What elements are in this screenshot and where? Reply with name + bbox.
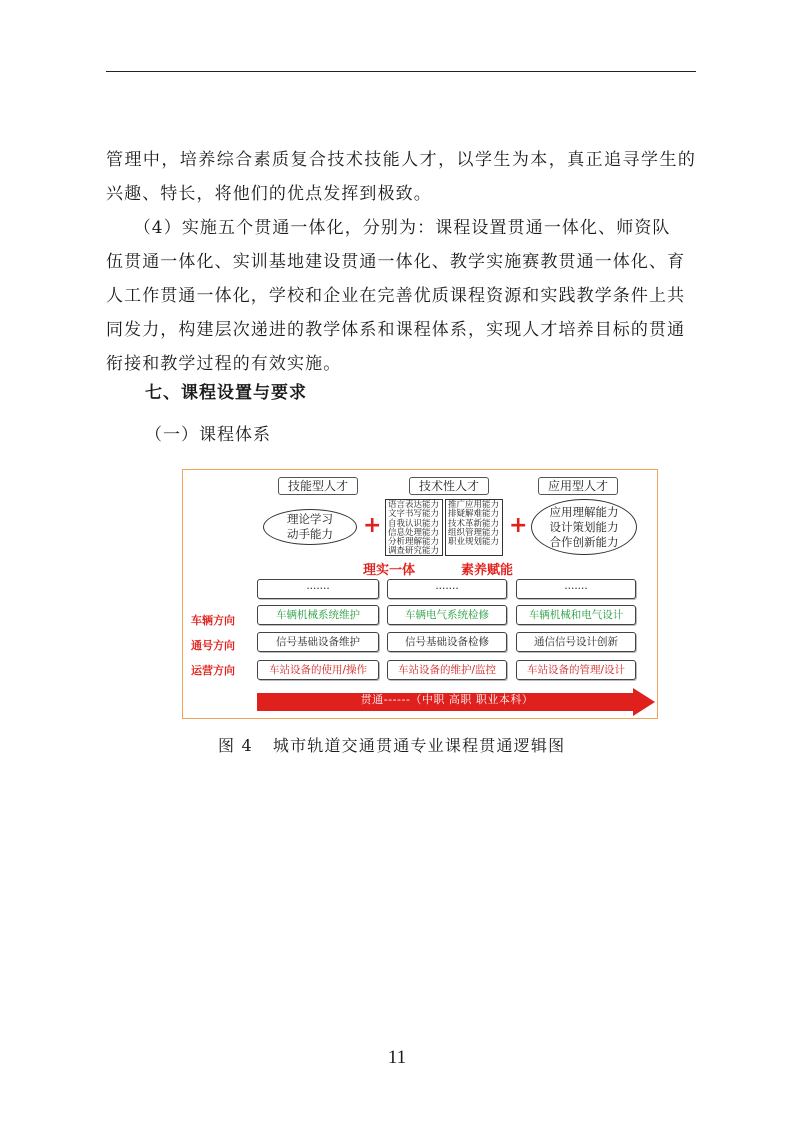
course-cell: 信号基础设备维护 (257, 632, 379, 652)
paragraph-2-line: 伍贯通一体化、实训基地建设贯通一体化、教学实施赛教贯通一体化、育 (106, 252, 686, 272)
course-cell: 车站设备的管理/设计 (516, 660, 636, 680)
figure-caption (218, 733, 565, 756)
ability-list-left (385, 499, 443, 556)
ability-item: 技术革新能力 (448, 518, 500, 529)
ability-list-right (445, 499, 503, 556)
paragraph-2-line: （4）实施五个贯通一体化，分别为：课程设置贯通一体化、师资队 (106, 218, 671, 238)
ellipsis-cell: ······· (516, 579, 636, 599)
course-cell: 车辆机械和电气设计 (516, 605, 636, 625)
paragraph-2-line: 人工作贯通一体化，学校和企业在完善优质课程资源和实践教学条件上共 (106, 286, 686, 306)
ellipsis-cell: ······· (387, 579, 507, 599)
ellipse-text: 理论学习 (287, 512, 333, 526)
section-heading: 七、课程设置与要求 (145, 383, 307, 403)
paragraph-2-line: 同发力，构建层次递进的教学体系和课程体系，实现人才培养目标的贯通 (106, 320, 686, 340)
right-ellipse (531, 499, 637, 555)
paragraph-2 (106, 211, 696, 381)
course-cell: 通信信号设计创新 (516, 632, 636, 652)
ability-item: 自我认识能力 (388, 518, 440, 529)
arrow-label: 贯通------（中职 高职 职业本科） (360, 693, 534, 706)
ellipse-text: 合作创新能力 (549, 534, 619, 549)
course-logic-figure (182, 469, 658, 719)
header-rule (106, 71, 696, 72)
ability-item: 排疑解难能力 (448, 509, 500, 520)
ability-item: 组织管理能力 (448, 527, 500, 538)
ellipsis-cell: ······· (257, 579, 379, 599)
figure-title: 城市轨道交通贯通专业课程贯通逻辑图 (272, 736, 566, 755)
course-cell: 车辆机械系统维护 (257, 605, 379, 625)
left-ellipse (263, 509, 357, 545)
subsection-heading: （一）课程体系 (145, 425, 271, 445)
row-label-operation: 运营方向 (191, 664, 235, 677)
course-cell: 车辆电气系统检修 (387, 605, 507, 625)
course-cell: 车站设备的维护/监控 (387, 660, 507, 680)
slogan-left: 理实一体 (363, 563, 416, 578)
ability-item: 信息处理能力 (388, 527, 440, 538)
ability-item: 语言表达能力 (388, 500, 440, 510)
row-label-signal: 通号方向 (191, 639, 235, 652)
ellipse-text: 动手能力 (287, 527, 333, 541)
course-cell: 车站设备的使用/操作 (257, 660, 379, 680)
ellipse-text: 应用理解能力 (549, 504, 619, 519)
ability-item: 文字书写能力 (388, 509, 440, 520)
plus-icon: + (363, 513, 382, 538)
ability-item: 调查研究能力 (388, 546, 440, 557)
row-label-vehicle: 车辆方向 (191, 614, 235, 627)
page-number: 11 (387, 1047, 407, 1068)
ability-item: 职业规划能力 (448, 537, 500, 548)
course-cell: 信号基础设备检修 (387, 632, 507, 652)
category-technical-talent: 技术性人才 (409, 477, 489, 495)
ability-item: 分析理解能力 (388, 537, 440, 548)
paragraph-2-line: 衔接和教学过程的有效实施。 (106, 354, 342, 374)
category-applied-talent: 应用型人才 (538, 477, 618, 495)
plus-icon: + (509, 513, 528, 538)
ellipse-text: 设计策划能力 (549, 519, 619, 534)
category-skill-talent: 技能型人才 (278, 477, 358, 495)
slogan-right: 素养赋能 (461, 563, 514, 578)
figure-number: 图 4 (218, 736, 253, 755)
ability-item: 推广应用能力 (448, 500, 500, 510)
paragraph-1: 管理中，培养综合素质复合技术技能人才，以学生为本，真正追寻学生的兴趣、特长，将他们的优点发挥到极致。 (106, 150, 696, 204)
